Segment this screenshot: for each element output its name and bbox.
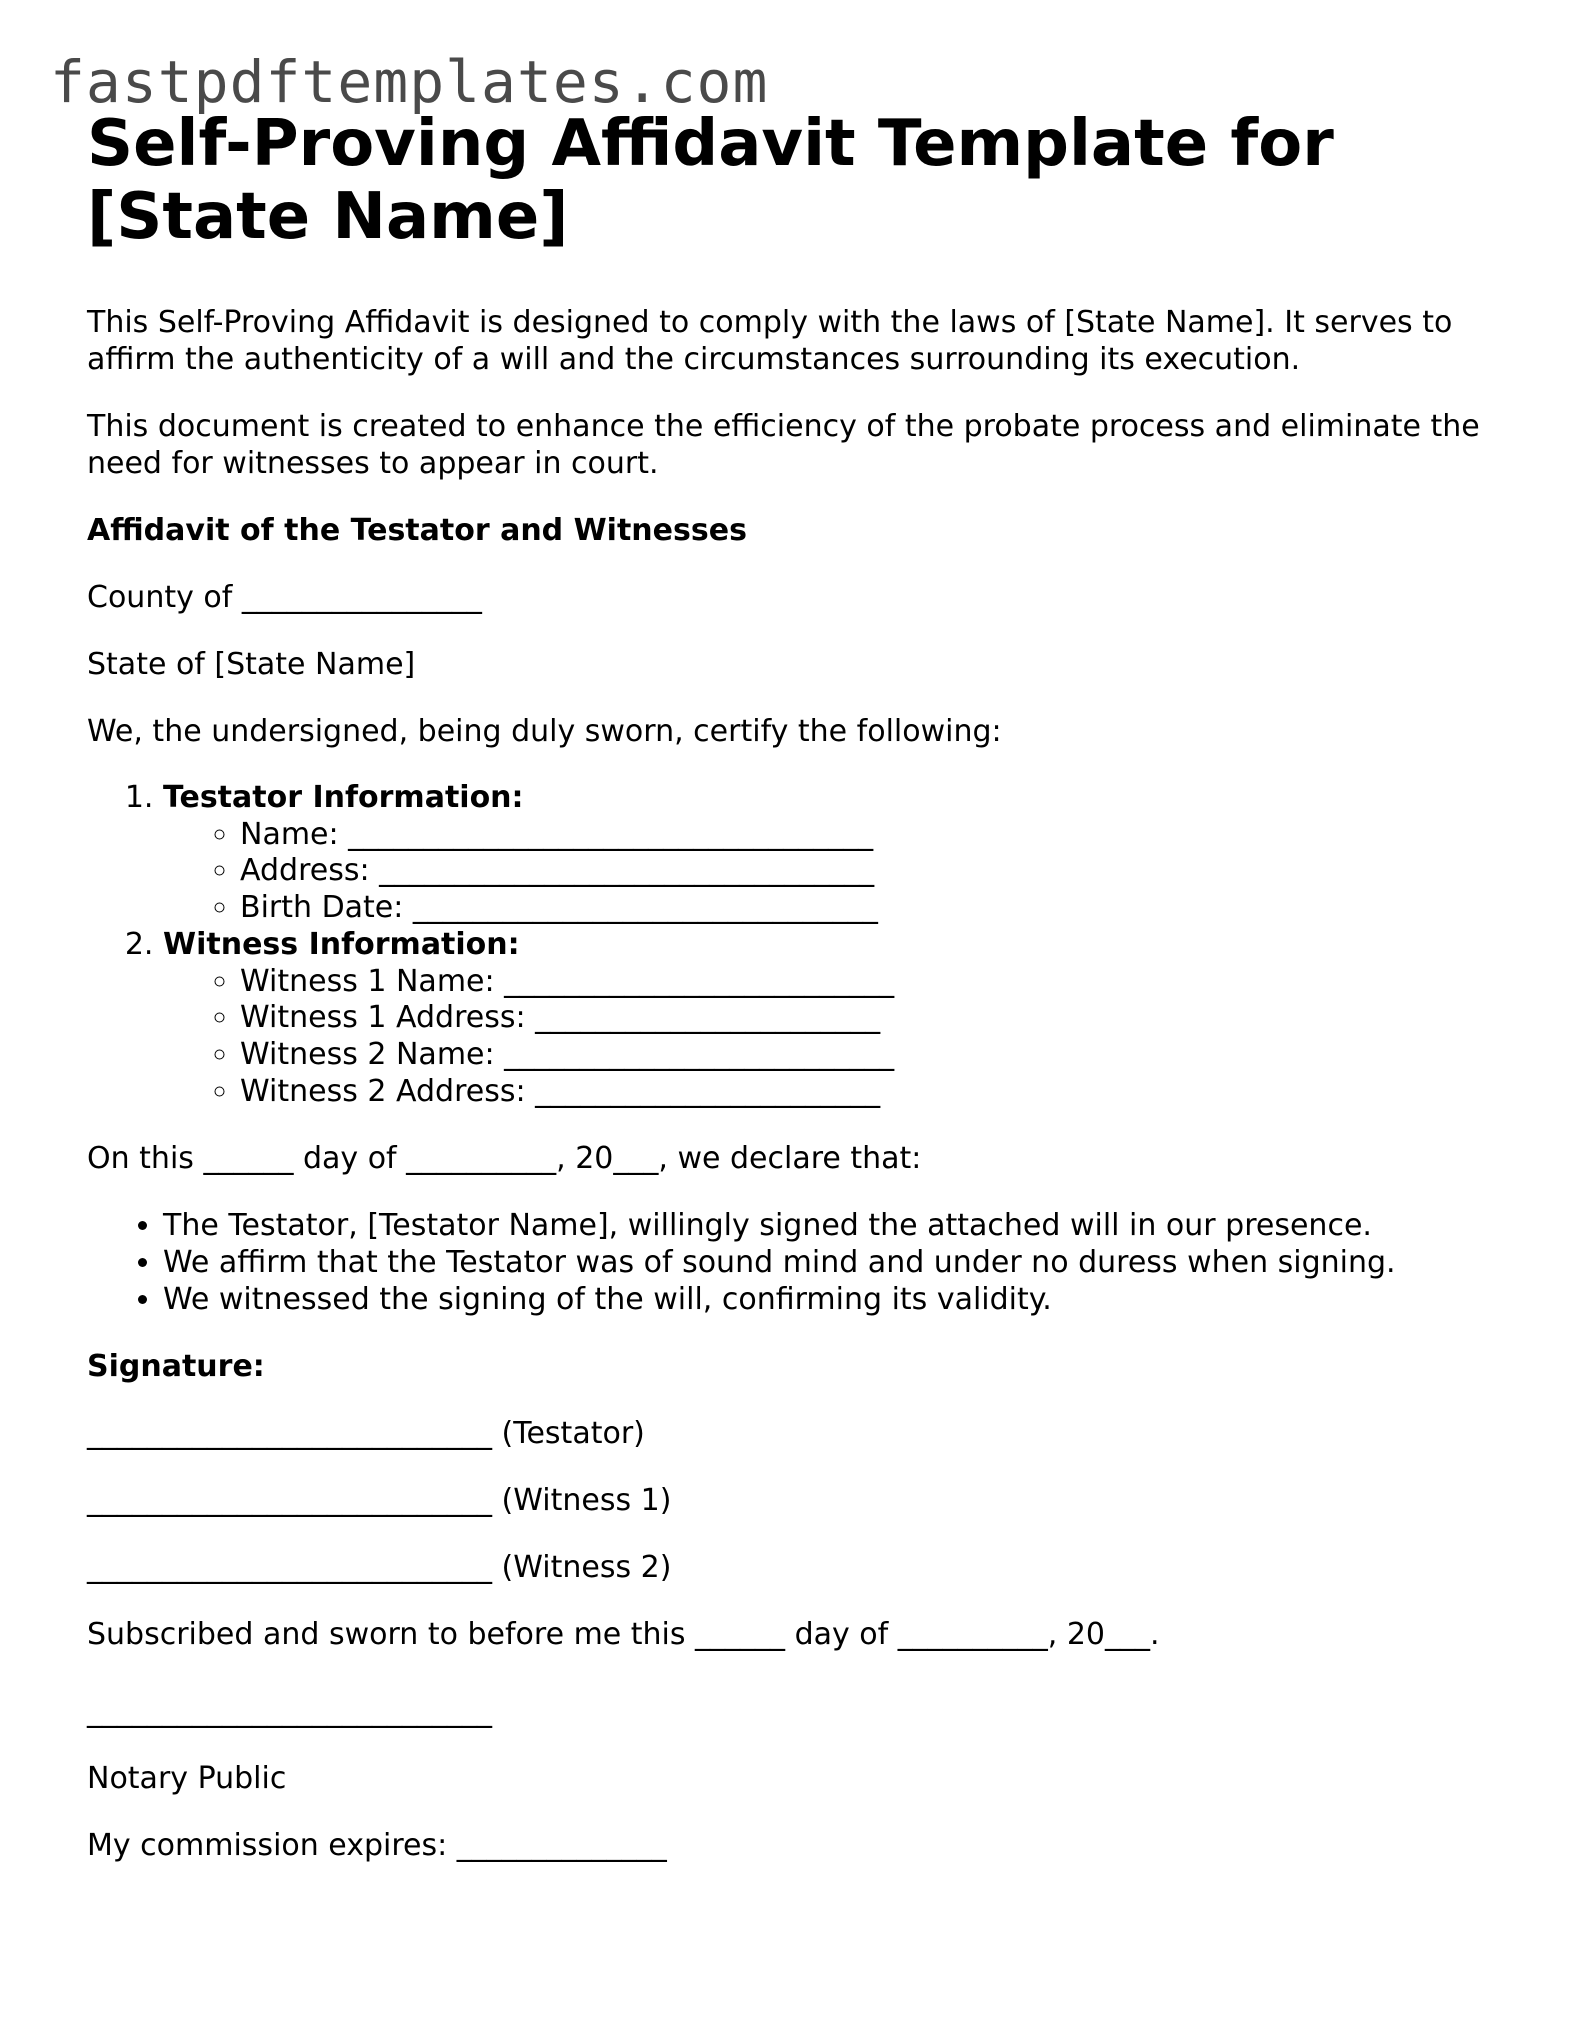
witness-fields (163, 964, 1487, 1111)
witness-1-address-field: ◦ Witness 1 Address: _______________________ (240, 1000, 1487, 1037)
notary-signature-line: ___________________________ (87, 1694, 492, 1730)
witness-1-name-field: ◦ Witness 1 Name: __________________________ (240, 964, 1487, 1001)
declaration-item: • We witnessed the signing of the will, confirming its validity. (163, 1281, 1487, 1318)
witness-info-item (163, 927, 1487, 1111)
signature-heading: Signature: (87, 1349, 265, 1385)
commission-line: My commission expires: ______________ (87, 1828, 667, 1864)
sworn-line: Subscribed and sworn to before me this ______ day of __________, 20___. (87, 1617, 1160, 1653)
declare-line: On this ______ day of __________, 20___, we declare that: (87, 1141, 922, 1177)
witness-1-signature-line: ___________________________ (Witness 1) (87, 1483, 672, 1519)
declaration-item: • The Testator, [Testator Name], willingly signed the attached will in our presence. (163, 1207, 1487, 1244)
document-page (87, 108, 1487, 1894)
intro-paragraph-1: This Self-Proving Affidavit is designed to comply with the laws of [State Name]. It serves to affirm the authenticity of a will and the circumstances surrounding its execution. (87, 305, 1453, 377)
witness-2-name-field: ◦ Witness 2 Name: __________________________ (240, 1037, 1487, 1074)
testator-info-item (163, 780, 1487, 927)
document-title: Self-Proving Affidavit Template for [State Name] (87, 107, 1334, 254)
certify-line: We, the undersigned, being duly sworn, certify the following: (87, 714, 1002, 749)
testator-signature-line: ___________________________ (Testator) (87, 1416, 645, 1452)
notary-label: Notary Public (87, 1761, 287, 1797)
witness-info-heading: Witness Information: (163, 926, 520, 962)
testator-info-heading: Testator Information: (163, 780, 524, 815)
declaration-item: • We affirm that the Testator was of sound mind and under no duress when signing. (163, 1244, 1487, 1281)
state-line: State of [State Name] (87, 647, 416, 682)
witness-2-signature-line: ___________________________ (Witness 2) (87, 1550, 672, 1586)
county-line: County of ________________ (87, 580, 482, 615)
watermark: fastpdftemplates.com (50, 48, 769, 116)
intro-paragraph-2: This document is created to enhance the efficiency of the probate process and eliminate the need for witnesses to appear in court. (87, 409, 1480, 481)
testator-birthdate-field: ◦ Birth Date: _______________________________ (240, 890, 1487, 927)
info-list (87, 780, 1487, 1110)
declarations-list (87, 1207, 1487, 1318)
testator-address-field: ◦ Address: _________________________________ (240, 853, 1487, 890)
witness-2-address-field: ◦ Witness 2 Address: _______________________ (240, 1074, 1487, 1111)
section-heading: Affidavit of the Testator and Witnesses (87, 513, 747, 548)
testator-fields (163, 817, 1487, 927)
testator-name-field: ◦ Name: ___________________________________ (240, 817, 1487, 854)
